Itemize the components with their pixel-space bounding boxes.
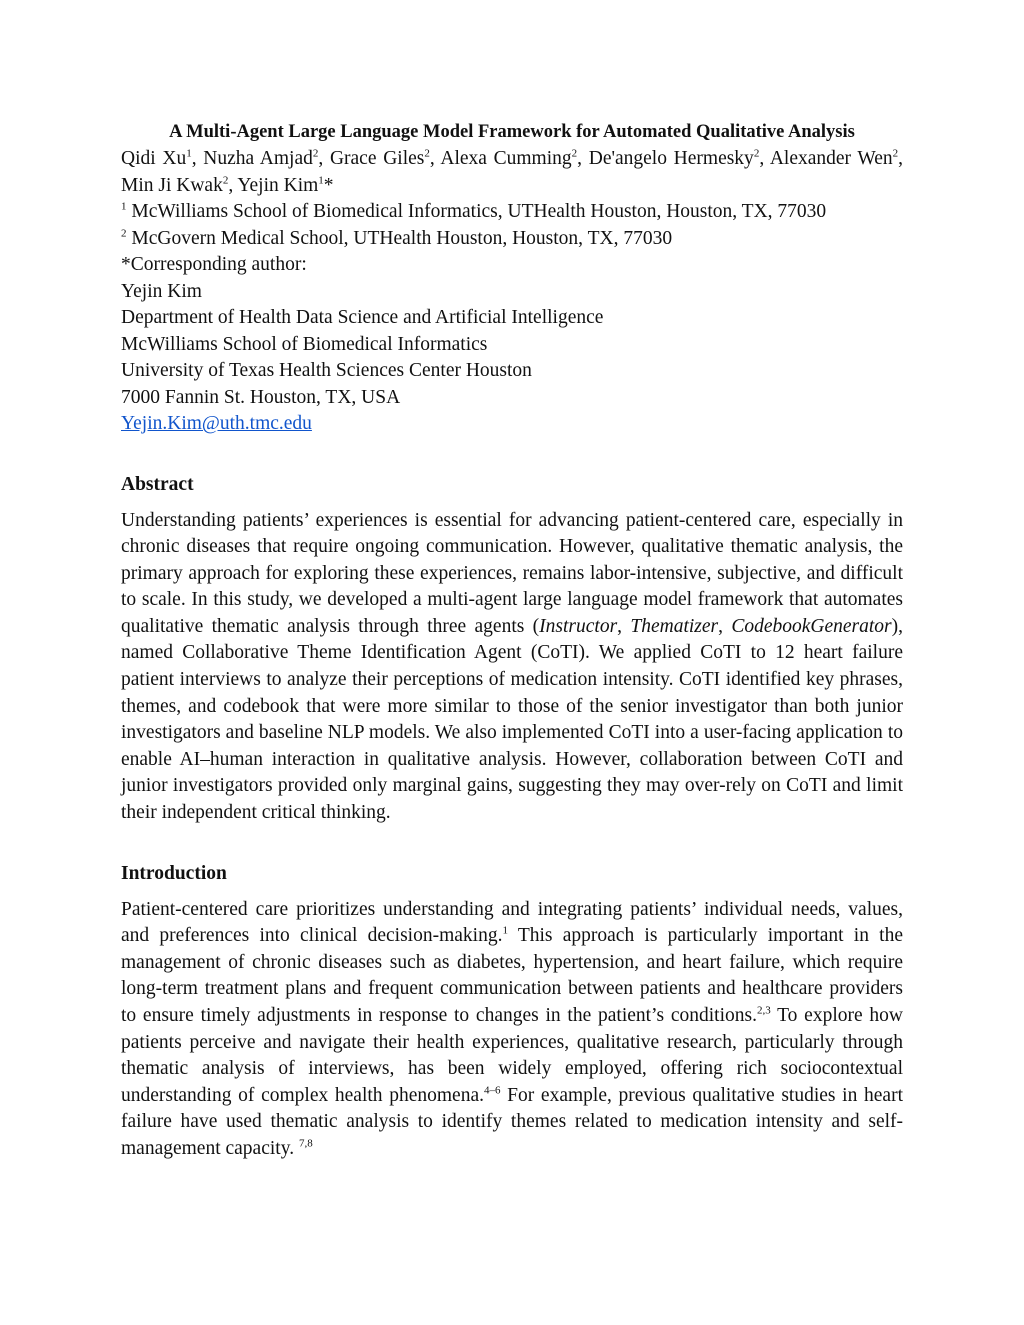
paper-page (121, 118, 903, 1163)
corresponding-university: University of Texas Health Sciences Center Houston (121, 360, 532, 381)
paper-title: A Multi-Agent Large Language Model Framework for Automated Qualitative Analysis (169, 122, 855, 142)
corresponding-name: Yejin Kim (121, 280, 202, 302)
affiliation-marker: 2 (312, 147, 319, 160)
author: Alexander Wen$^2$, (769, 147, 904, 169)
author: Nuzha Amjad$^2$, (203, 147, 330, 169)
agent-codebook-generator: CodebookGenerator (731, 615, 892, 637)
affiliation-marker: 2 (892, 147, 899, 160)
author: Qidi Xu$^1$, (121, 147, 204, 169)
citation: 1 (502, 924, 508, 937)
introduction-heading: Introduction (121, 862, 227, 884)
author-list (121, 146, 903, 199)
affiliation-marker: 2 (222, 174, 229, 186)
affiliation-marker: 2 (424, 147, 430, 160)
affiliation-2: $^2$ McGovern Medical School, UTHealth Houston, Houston, TX, 77030 (121, 227, 673, 249)
corresponding-department: Department of Health Data Science and Artificial Intelligence (121, 307, 604, 328)
agent-thematizer: Thematizer (630, 615, 719, 637)
affiliation-1: $^1$ McWilliams School of Biomedical Informatics, UTHealth Houston, Houston, TX, 77030 (121, 200, 827, 222)
affiliation-marker: 1 (318, 174, 324, 186)
author: Min Ji Kwak$^2$, (121, 174, 238, 196)
citation: 7,8 (298, 1137, 313, 1150)
corresponding-address: 7000 Fannin St. Houston, TX, USA (121, 386, 401, 408)
corresponding-school: McWilliams School of Biomedical Informatics (121, 333, 488, 355)
affiliation-marker: 2 (753, 147, 760, 160)
corresponding-label: *Corresponding author: (121, 254, 307, 275)
author: Alexa Cumming$^2$, (440, 147, 589, 169)
citation: 4–6 (483, 1084, 501, 1097)
author: Yejin Kim$^1$* (237, 174, 334, 196)
email-link[interactable]: Yejin.Kim@uth.tmc.edu (121, 413, 312, 434)
citation: 2,3 (756, 1004, 771, 1017)
author: Grace Giles$^2$, (329, 147, 441, 169)
abstract-heading: Abstract (121, 473, 194, 495)
author: De'angelo Hermesky$^2$, (588, 147, 770, 169)
affiliation-marker: 1 (186, 147, 192, 160)
agent-instructor: Instructor (539, 615, 618, 637)
abstract-paragraph: Understanding patients’ experiences is essential for advancing patient-centered care, especially in chronic diseases that require ongoing communication. However, qualitative thematic analysis, the primary approach for exploring these experiences, remains labor-intensive, subjective, and difficult to scale. In this study, we developed a multi-agent large language model framework that automates qualitative thematic analysis through three agents (Instructor, Thematizer, CodebookGenerator), named Collaborative Theme Identification Agent (CoTI). We applied CoTI to 12 heart failure patient interviews to analyze their perceptions of medication intensity. CoTI identified key phrases, themes, and codebook that were more similar to those of the senior investigator than both junior investigators and baseline NLP models. We also implemented CoTI into a user-facing application to enable AI–human interaction in qualitative analysis. However, collaboration between CoTI and junior investigators provided only marginal gains, suggesting they may over-rely on CoTI and limit their independent critical thinking. (121, 509, 903, 824)
affiliation-marker: 2 (571, 147, 578, 160)
introduction-paragraph: Patient-centered care prioritizes understanding and integrating patients’ individual needs, values, and preferences into clinical decision-making.$^1$ This approach is particularly important in the management of chronic diseases such as diabetes, hypertension, and heart failure, which require long-term treatment plans and frequent communication between patients and healthcare providers to ensure timely adjustments in response to changes in the patient’s conditions.$^{2,3}$ To explore how patients perceive and navigate their health experiences, qualitative research, particularly through thematic analysis of interviews, has been widely employed, offering rich sociocontextual understanding of complex health phenomena.$^{4-6}$ For example, previous qualitative studies in heart failure have used thematic analysis to identify themes related to medication intensity and self-management capacity. $^{7,8}$ (121, 898, 903, 1159)
